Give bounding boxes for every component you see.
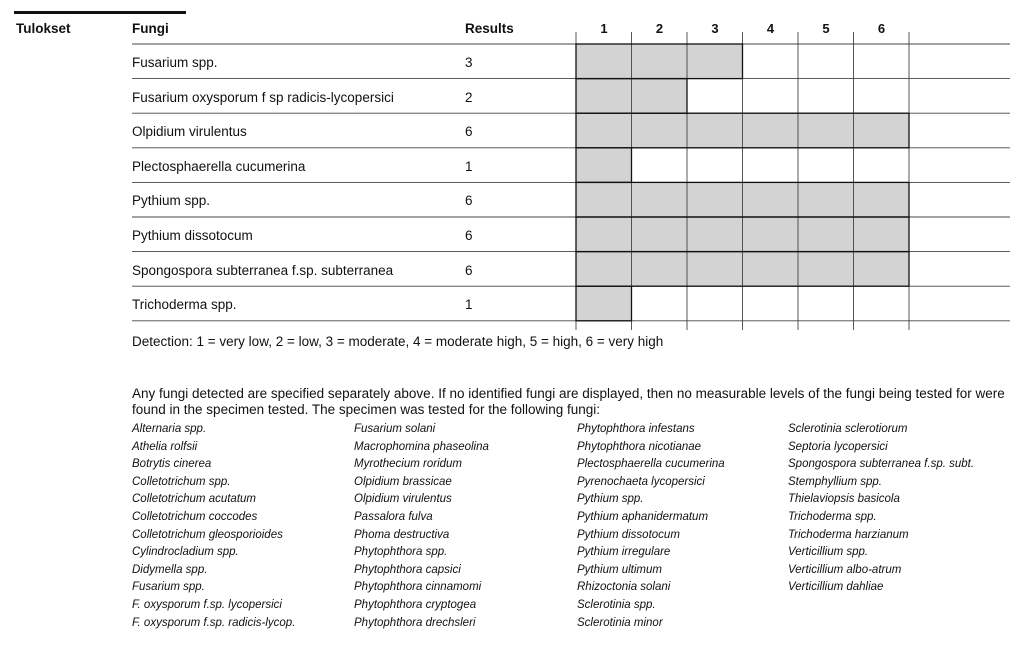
tested-fungus: Phytophthora spp. <box>354 546 448 559</box>
result-cell <box>743 182 799 217</box>
scale-level-3: 3 <box>711 21 719 36</box>
tested-fungus: Sclerotinia spp. <box>577 598 656 611</box>
fungus-name: Plectosphaerella cucumerina <box>132 158 306 174</box>
fungus-result: 6 <box>465 262 473 278</box>
tested-fungus: Colletotrichum gleosporioides <box>132 528 283 541</box>
result-cell <box>632 113 688 148</box>
fungus-result: 6 <box>465 228 473 243</box>
result-cell <box>687 44 743 79</box>
section-label: Tulokset <box>16 21 71 36</box>
tested-fungus: Fusarium spp. <box>132 581 205 594</box>
tested-fungus: Verticillium dahliae <box>788 581 884 594</box>
tested-fungus: Spongospora subterranea f.sp. subt. <box>788 458 975 471</box>
tested-fungus: Pythium dissotocum <box>577 528 680 541</box>
scale-level-2: 2 <box>655 21 664 36</box>
detection-legend: Detection: 1 = very low, 2 = low, 3 = moderate, 4 = moderate high, 5 = high, 6 = very high <box>132 334 664 349</box>
tested-fungus: Sclerotinia minor <box>577 616 663 629</box>
result-cell <box>576 217 632 252</box>
result-cell <box>632 252 688 287</box>
tested-fungus: Phytophthora cinnamomi <box>354 581 482 594</box>
tested-fungus: Plectosphaerella cucumerina <box>577 458 725 471</box>
scale-level-4: 4 <box>766 21 775 36</box>
tested-fungus: Verticillium spp. <box>788 546 869 559</box>
tested-fungus: Stemphyllium spp. <box>788 475 882 488</box>
tested-fungus: Macrophomina phaseolina <box>354 440 489 453</box>
fungus-name: Spongospora subterranea f.sp. subterranea <box>132 262 394 278</box>
fungus-result: 1 <box>465 158 473 174</box>
tested-fungus: Alternaria spp. <box>132 423 207 435</box>
result-cell <box>798 182 854 217</box>
fungus-name: Fusarium spp. <box>132 55 218 70</box>
fungus-result: 3 <box>465 55 473 70</box>
tested-fungus: Phytophthora capsici <box>354 563 461 576</box>
fungus-result: 1 <box>465 297 473 313</box>
tested-fungi-column <box>577 421 725 632</box>
result-cell <box>854 113 910 148</box>
scale-level-6: 6 <box>877 21 886 36</box>
fungus-result: 6 <box>465 124 473 140</box>
tested-fungi-column <box>132 421 295 632</box>
result-cell <box>576 44 632 79</box>
tested-fungus: Botrytis cinerea <box>132 458 212 471</box>
tested-fungus: Sclerotinia sclerotiorum <box>788 423 908 435</box>
fungus-name: Fusarium oxysporum f sp radicis-lycopersici <box>132 89 394 105</box>
tested-fungus: Pythium ultimum <box>577 563 662 576</box>
tested-fungus: Athelia rolfsii <box>132 440 198 453</box>
result-cell <box>632 79 688 114</box>
tested-fungus: Pythium irregulare <box>577 546 671 559</box>
tested-fungus: Colletotrichum acutatum <box>132 493 256 506</box>
fungus-name: Trichoderma spp. <box>132 297 237 313</box>
result-cell <box>743 217 799 252</box>
fungus-name: Pythium spp. <box>132 193 211 209</box>
result-cell <box>743 113 799 148</box>
result-cell <box>687 217 743 252</box>
result-cell <box>632 182 688 217</box>
tested-fungus: F. oxysporum f.sp. radicis-lycop. <box>132 616 296 629</box>
result-cell <box>798 113 854 148</box>
result-cell <box>576 182 632 217</box>
result-cell <box>687 113 743 148</box>
result-cell <box>576 252 632 287</box>
tested-fungus: Cylindrocladium spp. <box>132 546 239 559</box>
tested-fungus: Myrothecium roridum <box>354 458 462 471</box>
fungi-header: Fungi <box>132 21 169 36</box>
tested-fungus: Passalora fulva <box>354 510 433 523</box>
result-cell <box>576 148 632 183</box>
tested-note: Any fungi detected are specified separately above. If no identified fungi are displayed, then no measurable levels of the fungi being tested for were found in the specimen tested. The specimen was tested for the following fungi: <box>132 386 1005 417</box>
result-cell <box>854 252 910 287</box>
result-cell <box>576 113 632 148</box>
result-cell <box>798 217 854 252</box>
tested-fungus: Phytophthora nicotianae <box>577 440 702 453</box>
tested-fungus: Fusarium solani <box>354 423 436 435</box>
tested-fungus: Olpidium virulentus <box>354 493 452 506</box>
tested-fungus: Colletotrichum coccodes <box>132 510 258 523</box>
tested-fungus: Septoria lycopersici <box>788 440 888 453</box>
result-cell <box>576 286 632 321</box>
tested-fungus: Pythium aphanidermatum <box>577 510 709 523</box>
tested-fungus: Trichoderma spp. <box>788 510 877 523</box>
tested-fungi-column <box>354 421 489 632</box>
tested-fungus: Trichoderma harzianum <box>788 528 909 541</box>
result-cell <box>632 44 688 79</box>
result-cell <box>854 217 910 252</box>
fungus-name: Olpidium virulentus <box>132 124 247 140</box>
result-cell <box>798 252 854 287</box>
tested-fungus: Phytophthora cryptogea <box>354 598 477 611</box>
result-cell <box>687 182 743 217</box>
result-cell <box>743 252 799 287</box>
tested-fungus: Rhizoctonia solani <box>577 581 671 594</box>
fungus-result: 6 <box>465 193 473 209</box>
fungus-name: Pythium dissotocum <box>132 228 253 243</box>
tested-fungus: Verticillium albo-atrum <box>788 563 902 576</box>
tested-fungus: Thielaviopsis basicola <box>788 493 900 506</box>
tested-fungus: F. oxysporum f.sp. lycopersici <box>132 598 282 611</box>
tested-fungus: Phytophthora infestans <box>577 423 695 435</box>
scale-level-1: 1 <box>600 21 608 36</box>
tested-fungus: Colletotrichum spp. <box>132 475 231 488</box>
result-cell <box>854 182 910 217</box>
tested-fungus: Didymella spp. <box>132 563 208 576</box>
fungus-result: 2 <box>465 89 473 105</box>
result-cell <box>687 252 743 287</box>
tested-fungi-column <box>788 421 974 597</box>
tested-fungus: Pythium spp. <box>577 493 644 506</box>
scale-level-5: 5 <box>822 21 830 36</box>
tested-fungus: Phoma destructiva <box>354 528 450 541</box>
result-cell <box>576 79 632 114</box>
result-cell <box>632 217 688 252</box>
tested-fungus: Olpidium brassicae <box>354 475 452 488</box>
tested-fungus: Phytophthora drechsleri <box>354 616 476 629</box>
tested-fungus: Pyrenochaeta lycopersici <box>577 475 705 488</box>
results-header: Results <box>465 21 514 36</box>
